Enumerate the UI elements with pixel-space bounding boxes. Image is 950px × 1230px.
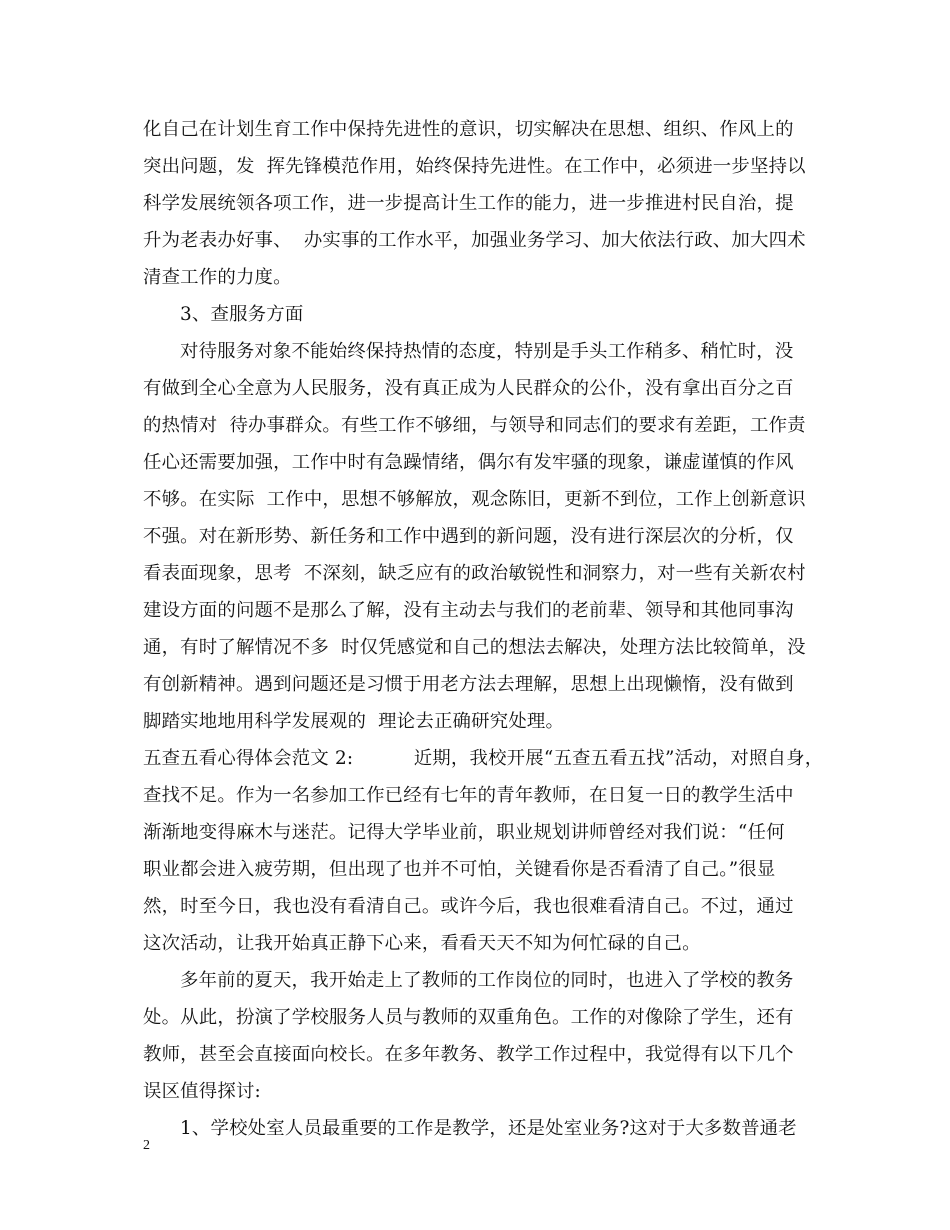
- section-heading: 3、查服务方面: [180, 304, 304, 325]
- text-line: 的热情对 待办事群众。有些工作不够细，与领导和同志们的要求有差距，工作责: [143, 415, 806, 436]
- text-line: 升为老表办好事、 办实事的工作水平，加强业务学习、加大依法行政、加大四术: [143, 230, 806, 251]
- text-line: 查找不足。作为一名参加工作已经有七年的青年教师，在日复一日的教学生活中: [143, 785, 794, 806]
- text-line: 清查工作的力度。: [143, 267, 292, 288]
- text-line: 有创新精神。遇到问题还是习惯于用老方法去理解，思想上出现懒惰，没有做到: [143, 674, 794, 695]
- text-line: 渐渐地变得麻木与迷茫。记得大学毕业前，职业规划讲师曾经对我们说：“任何: [143, 822, 785, 843]
- text-line: 对待服务对象不能始终保持热情的态度，特别是手头工作稍多、稍忙时，没: [180, 341, 794, 362]
- text-line: 任心还需要加强，工作中时有急躁情绪，偶尔有发牢骚的现象，谦虚谨慎的作风: [143, 452, 794, 473]
- text-line: 多年前的夏天，我开始走上了教师的工作岗位的同时，也进入了学校的教务: [180, 970, 794, 991]
- text-line: 处。从此，扮演了学校服务人员与教师的双重角色。工作的对像除了学生，还有: [143, 1007, 794, 1028]
- text-line: 看表面现象，思考 不深刻，缺乏应有的政治敏锐性和洞察力，对一些有关新农村: [143, 563, 806, 584]
- text-line: 建设方面的问题不是那么了解，没有主动去与我们的老前辈、领导和其他同事沟: [143, 600, 794, 621]
- text-line: 五查五看心得体会范文 2: 近期，我校开展“五查五看五找”活动，对照自身，: [143, 748, 824, 769]
- text-line: 有做到全心全意为人民服务，没有真正成为人民群众的公仆，没有拿出百分之百: [143, 378, 794, 399]
- text-line: 脚踏实地地用科学发展观的 理论去正确研究处理。: [143, 711, 565, 732]
- text-line: 不够。在实际 工作中，思想不够解放，观念陈旧，更新不到位，工作上创新意识: [143, 489, 806, 510]
- text-line: 然，时至今日，我也没有看清自己。或许今后，我也很难看清自己。不过，通过: [143, 896, 794, 917]
- text-line: 1、学校处室人员最重要的工作是教学，还是处室业务?这对于大多数普通老: [180, 1118, 797, 1139]
- text-line: 教师，甚至会直接面向校长。在多年教务、教学工作过程中，我觉得有以下几个: [143, 1044, 794, 1065]
- text-line: 化自己在计划生育工作中保持先进性的意识，切实解决在思想、组织、作风上的: [143, 119, 794, 140]
- text-line: 职业都会进入疲劳期，但出现了也并不可怕，关键看你是否看清了自己。”很显: [143, 859, 776, 880]
- text-line: 突出问题，发 挥先锋模范作用，始终保持先进性。在工作中，必须进一步坚持以: [143, 156, 806, 177]
- text-line: 不强。对在新形势、新任务和工作中遇到的新问题，没有进行深层次的分析，仅: [143, 526, 794, 547]
- text-line: 通，有时了解情况不多 时仅凭感觉和自己的想法去解决，处理方法比较简单，没: [143, 637, 806, 658]
- text-line: 误区值得探讨:: [143, 1081, 261, 1102]
- text-line: 这次活动，让我开始真正静下心来，看看天天不知为何忙碌的自己。: [143, 933, 701, 954]
- page-number: 2: [143, 1138, 150, 1153]
- text-line: 科学发展统领各项工作，进一步提高计生工作的能力，进一步推进村民自治，提: [143, 193, 794, 214]
